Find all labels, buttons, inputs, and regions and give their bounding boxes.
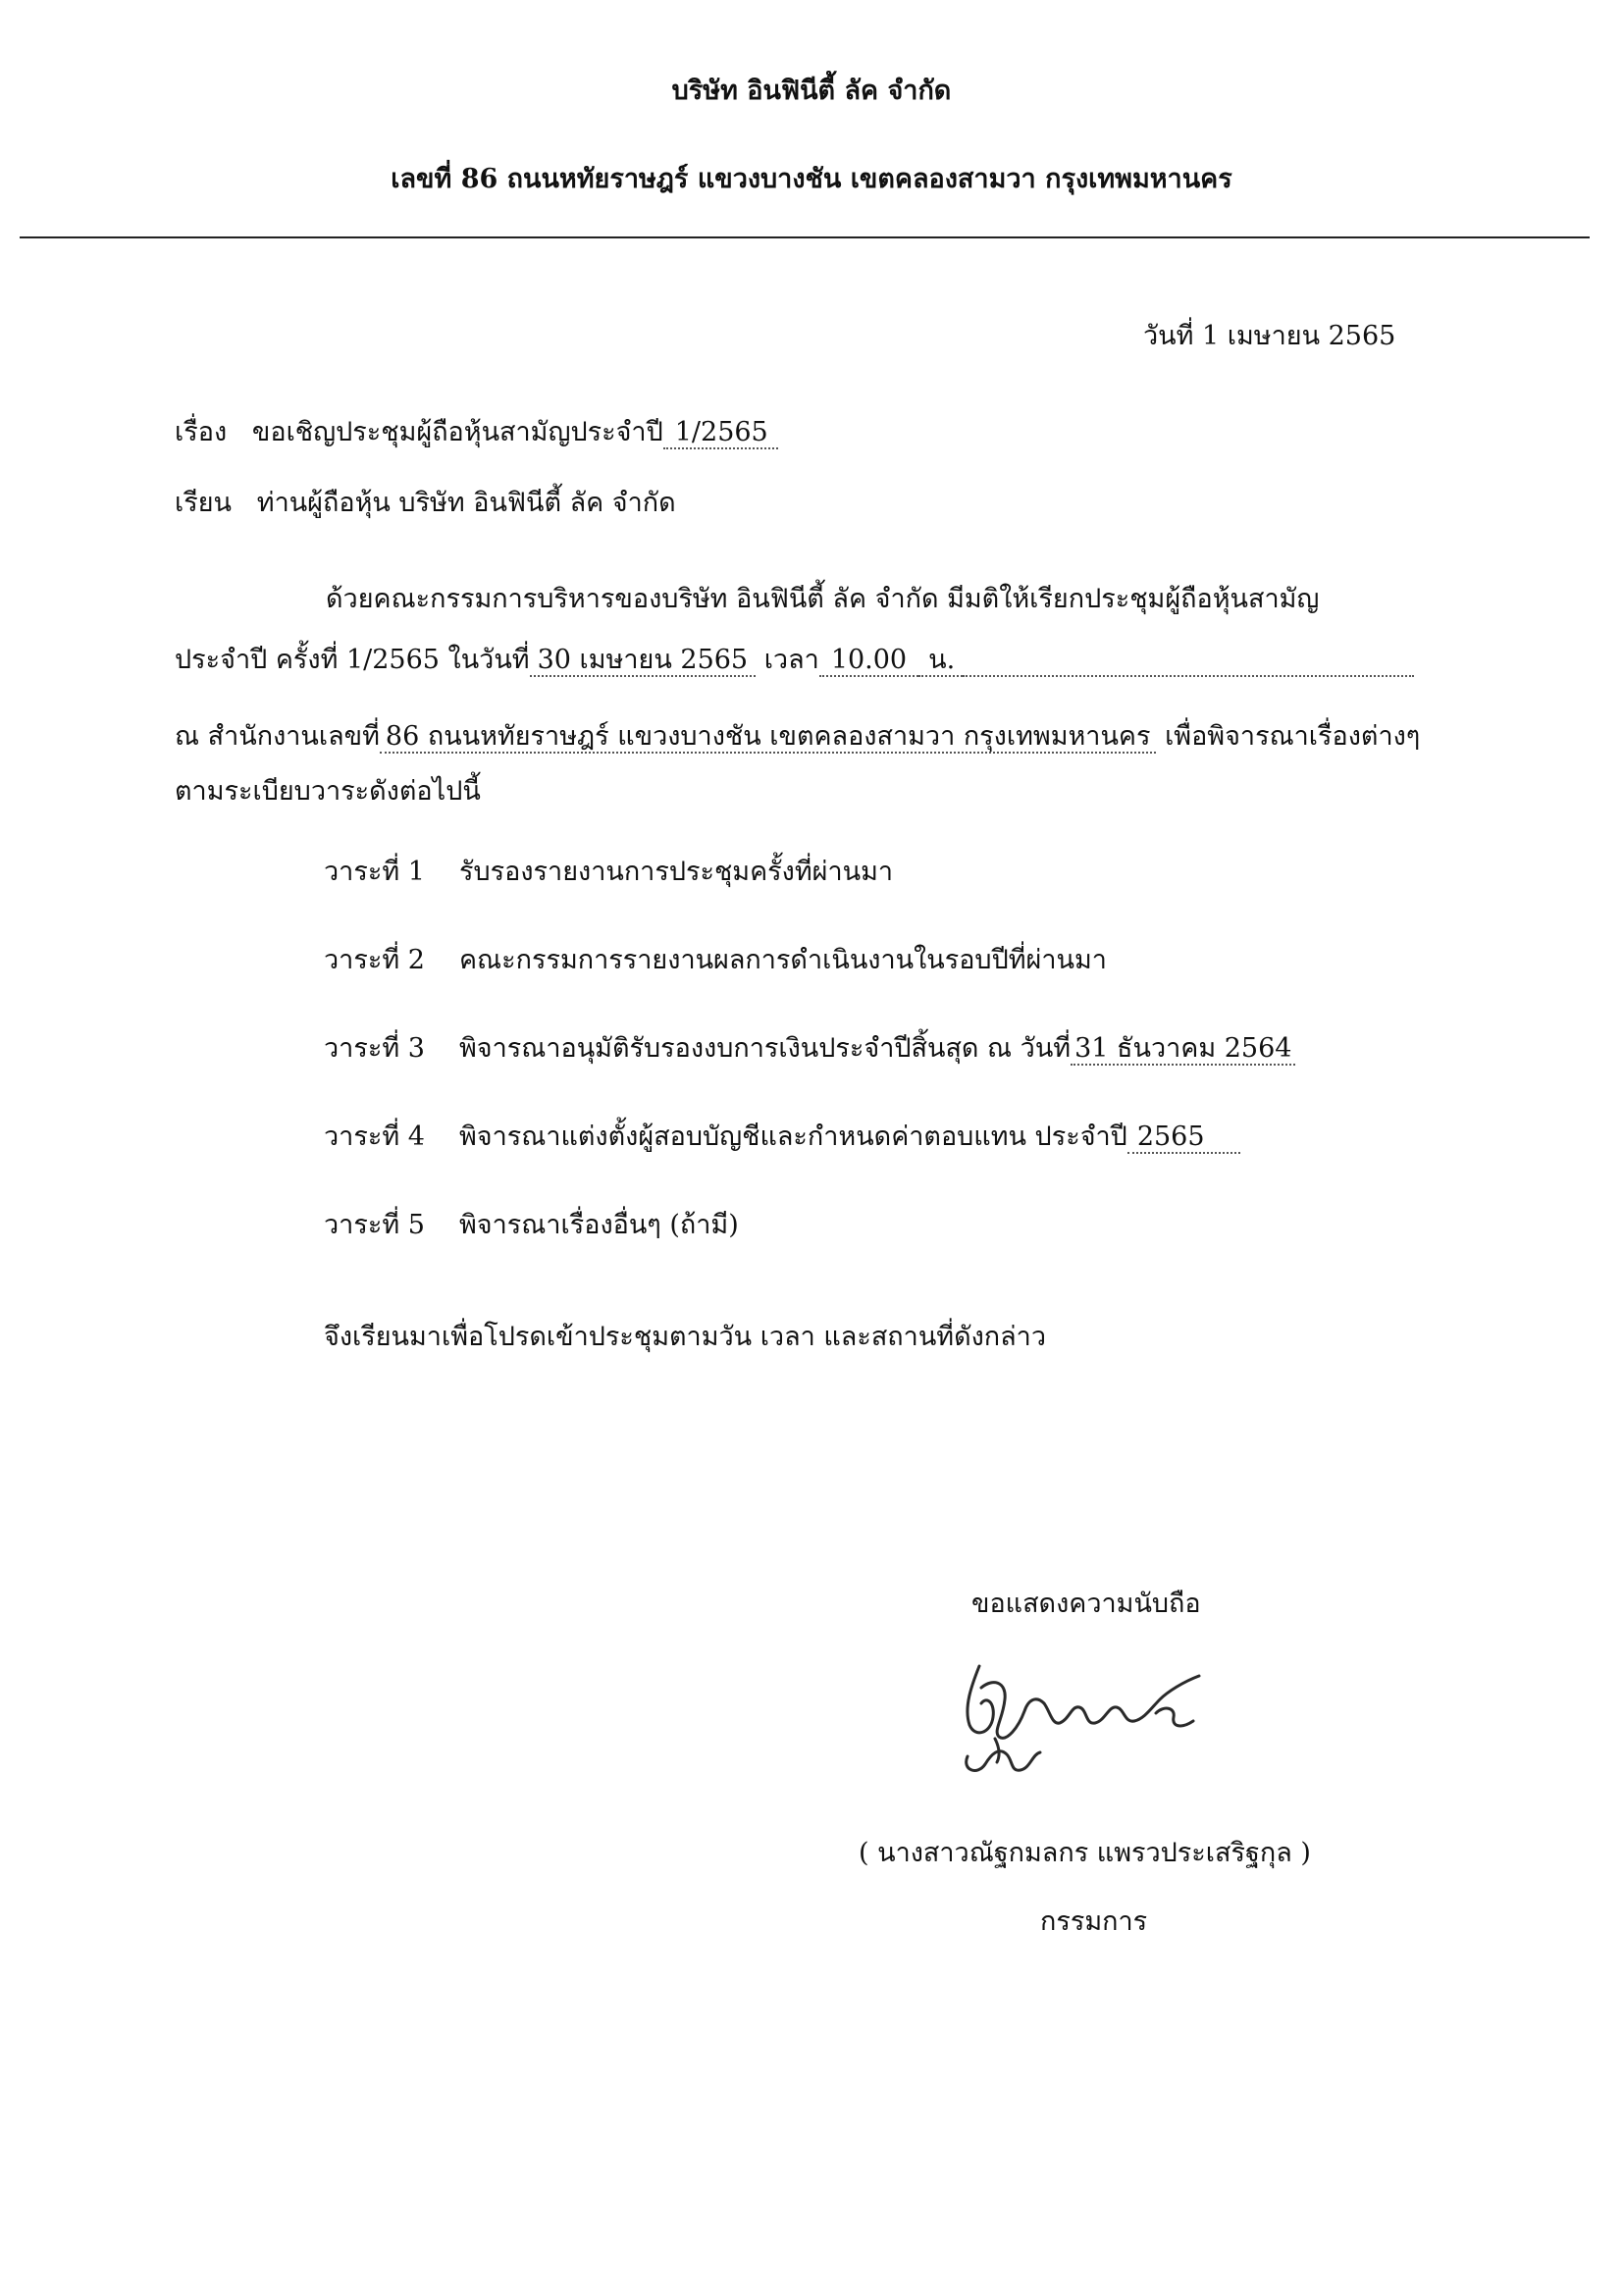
subject-line (175, 410, 778, 452)
signature-image (942, 1648, 1227, 1786)
agenda-item-3 (324, 1026, 1295, 1069)
subject-label: เรื่อง (175, 417, 228, 447)
meeting-date: 30 เมษายน 2565 (530, 646, 757, 677)
header-divider (20, 236, 1590, 238)
agenda-value: 2565 (1127, 1122, 1240, 1154)
subject-value: 1/2565 (663, 418, 778, 449)
company-address: เลขที่ 86 ถนนหทัยราษฎร์ แขวงบางชัน เขตคลองสามวา กรุงเทพมหานคร (391, 164, 1232, 194)
agenda-text: พิจารณาเรื่องอื่นๆ (ถ้ามี) (459, 1210, 739, 1240)
signer-title: กรรมการ (1040, 1906, 1148, 1937)
body-line-2 (175, 638, 1391, 680)
agenda-label: วาระที่ 4 (324, 1122, 425, 1152)
body-line-1: ด้วยคณะกรรมการบริหารของบริษัท อินฟินีตี้ ลัค จำกัด มีมติให้เรียกประชุมผู้ถือหุ้นสามัญ (326, 584, 1320, 614)
signer-name: ( นางสาวณัฐกมลกร แพรวประเสริฐกุล ) (859, 1838, 1311, 1868)
agenda-label: วาระที่ 1 (324, 857, 425, 887)
agenda-label: วาระที่ 2 (324, 945, 425, 975)
agenda-label: วาระที่ 5 (324, 1210, 425, 1240)
body-line-4: ตามระเบียบวาระดังต่อไปนี้ (175, 776, 481, 807)
subject-text: ขอเชิญประชุมผู้ถือหุ้นสามัญประจำปี (251, 417, 663, 447)
signoff: ขอแสดงความนับถือ (971, 1589, 1201, 1619)
agenda-text: คณะกรรมการรายงานผลการดำเนินงานในรอบปีที่ผ่านมา (459, 945, 1107, 975)
recipient-text: ท่านผู้ถือหุ้น บริษัท อินฟินีตี้ ลัค จำกัด (256, 488, 676, 518)
agenda-label: วาระที่ 3 (324, 1033, 425, 1064)
agenda-item-1 (324, 850, 893, 892)
agenda-item-4 (324, 1115, 1240, 1157)
company-name: บริษัท อินฟินีตี้ ลัค จำกัด (671, 76, 952, 106)
agenda-value: 31 ธันวาคม 2564 (1071, 1034, 1295, 1066)
recipient-label: เรียน (175, 488, 233, 518)
body-line-3-suffix: เพื่อพิจารณาเรื่องต่างๆ (1165, 721, 1421, 752)
agenda-text: รับรองรายงานการประชุมครั้งที่ผ่านมา (459, 857, 894, 887)
letter-date: วันที่ 1 เมษายน 2565 (1143, 321, 1396, 351)
body-line-2-prefix: ประจำปี ครั้งที่ 1/2565 ในวันที่ (175, 645, 530, 675)
dotted-fill (963, 646, 1414, 677)
meeting-place: 86 ถนนหทัยราษฎร์ แขวงบางชัน เขตคลองสามวา กรุงเทพมหานคร (380, 722, 1157, 754)
closing-line: จึงเรียนมาเพื่อโปรดเข้าประชุมตามวัน เวลา และสถานที่ดังกล่าว (324, 1322, 1047, 1352)
recipient-line (175, 481, 676, 523)
agenda-text: พิจารณาอนุมัติรับรองงบการเงินประจำปีสิ้นสุด ณ วันที่ (459, 1033, 1072, 1064)
agenda-item-2 (324, 938, 1107, 980)
body-line-3-prefix: ณ สำนักงานเลขที่ (175, 721, 380, 752)
agenda-text: พิจารณาแต่งตั้งผู้สอบบัญชีและกำหนดค่าตอบแทน ประจำปี (459, 1122, 1127, 1152)
body-line-3 (175, 714, 1420, 757)
time-unit: น. (918, 646, 963, 677)
meeting-time: 10.00 (819, 646, 918, 677)
agenda-item-5 (324, 1203, 739, 1245)
time-label: เวลา (763, 645, 819, 675)
